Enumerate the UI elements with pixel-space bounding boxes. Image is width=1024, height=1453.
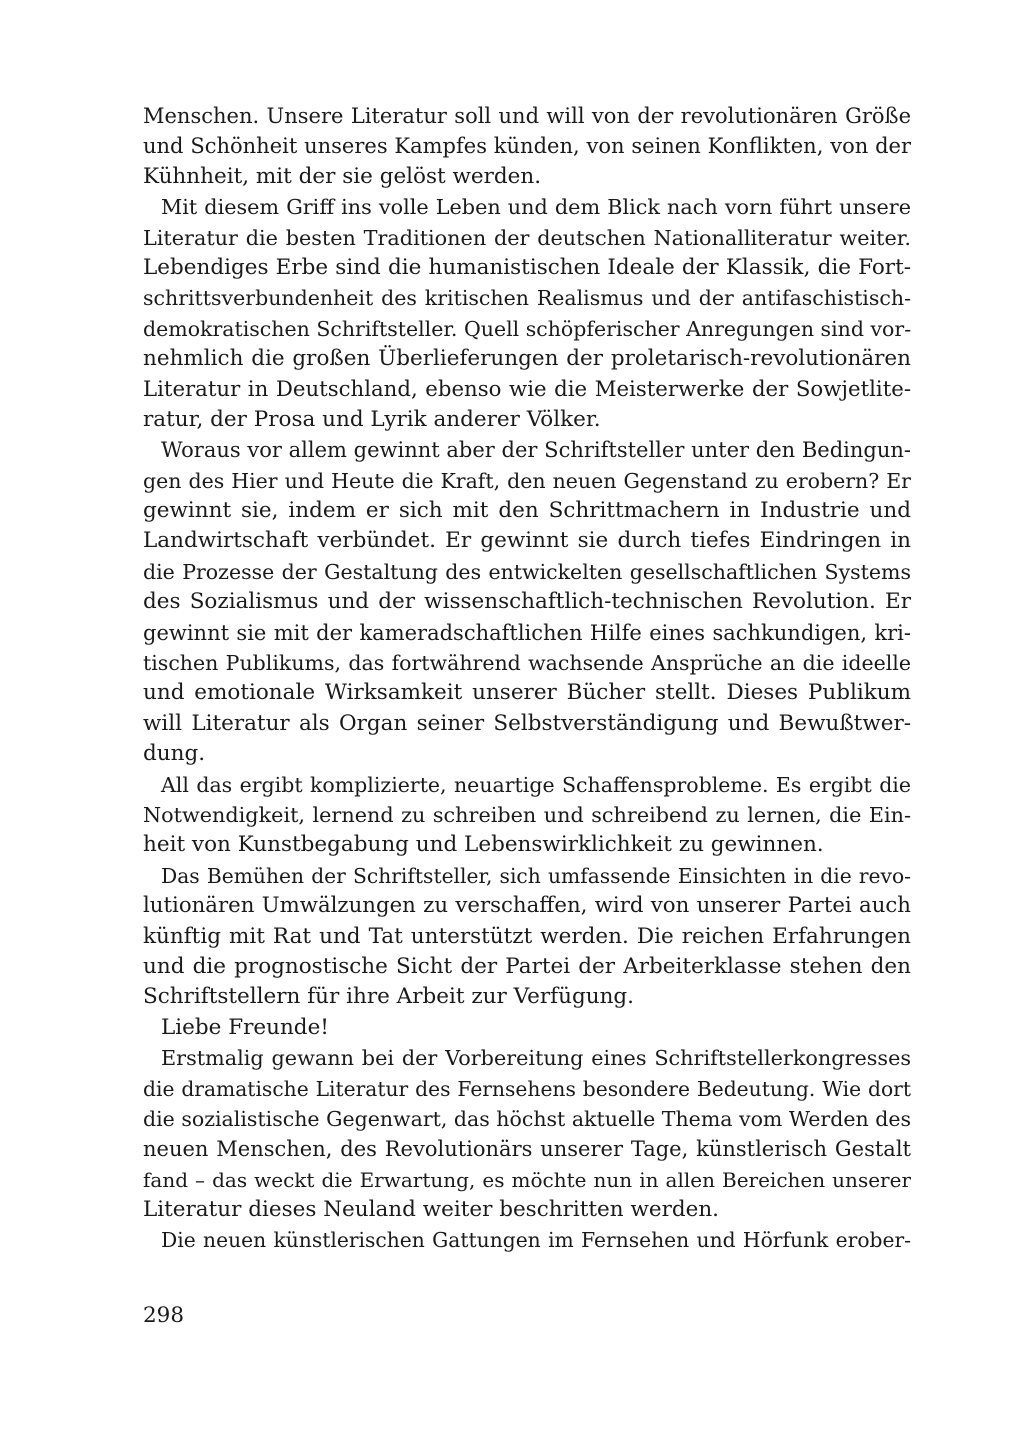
text-line: Das Bemühen der Schriftsteller, sich umfassende Einsichten in die revo-	[161, 863, 911, 888]
text-line: und emotionale Wirksamkeit unserer Bücher stellt. Dieses Publikum	[143, 680, 911, 706]
text-line: neuen Menschen, des Revolutionärs unserer Tage, künstlerisch Gestalt	[143, 1137, 911, 1162]
text-line: Literatur in Deutschland, ebenso wie die Meisterwerke der Sowjetlite-	[143, 376, 911, 402]
text-line: des Sozialismus und der wissenschaftlich-technischen Revolution. Er	[143, 589, 911, 615]
text-line: will Literatur als Organ seiner Selbstverständigung und Bewußtwer-	[143, 710, 911, 736]
text-line: fand – das weckt die Erwartung, es möchte nun in allen Bereichen unserer	[143, 1167, 911, 1192]
text-line: Die neuen künstlerischen Gattungen im Fernsehen und Hörfunk erober-	[161, 1228, 911, 1253]
text-line: Notwendigkeit, lernend zu schreiben und schreibend zu lernen, die Ein-	[143, 802, 911, 827]
text-line: gewinnt sie mit der kameradschaftlichen Hilfe eines sachkundigen, kri-	[143, 620, 911, 645]
page-number: 298	[143, 1303, 185, 1328]
text-line: Kühnheit, mit der sie gelöst werden.	[143, 163, 542, 189]
text-line: die sozialistische Gegenwart, das höchst aktuelle Thema vom Werden des	[143, 1106, 911, 1131]
text-line: demokratischen Schriftsteller. Quell schöpferischer Anregungen sind vor-	[143, 316, 911, 341]
text-line: die Prozesse der Gestaltung des entwickelten gesellschaftlichen Systems	[143, 559, 911, 584]
text-line: heit von Kunstbegabung und Lebenswirklichkeit zu gewinnen.	[143, 832, 824, 858]
text-line: Menschen. Unsere Literatur soll und will von der revolutionären Größe	[143, 104, 911, 128]
text-line: künftig mit Rat und Tat unterstützt werden. Die reichen Erfahrungen	[143, 923, 911, 949]
text-line: Liebe Freunde!	[161, 1014, 329, 1040]
text-line: und die prognostische Sicht der Partei der Arbeiterklasse stehen den	[143, 953, 911, 979]
text-line: dung.	[143, 741, 206, 767]
text-line: All das ergibt komplizierte, neuartige Schaffensprobleme. Es ergibt die	[161, 772, 911, 797]
text-line: gen des Hier und Heute die Kraft, den neuen Gegenstand zu erobern? Er	[143, 468, 911, 493]
text-line: die dramatische Literatur des Fernsehens besondere Bedeutung. Wie dort	[143, 1076, 911, 1101]
text-line: Landwirtschaft verbündet. Er gewinnt sie durch tiefes Eindringen in	[143, 528, 911, 554]
body-text	[143, 101, 911, 1256]
text-line: schrittsverbundenheit des kritischen Realismus und der antifaschistisch-	[143, 286, 911, 311]
text-line: Erstmalig gewann bei der Vorbereitung eines Schriftstellerkongresses	[161, 1046, 911, 1071]
text-line: und Schönheit unseres Kampfes künden, von seinen Konflikten, von der	[143, 134, 911, 159]
text-line: gewinnt sie, indem er sich mit den Schrittmachern in Industrie und	[143, 498, 911, 524]
text-line: Lebendiges Erbe sind die humanistischen Ideale der Klassik, die Fort-	[143, 254, 911, 280]
text-line: ratur, der Prosa und Lyrik anderer Völker.	[143, 406, 601, 432]
text-line: lutionären Umwälzungen zu verschaffen, wird von unserer Partei auch	[143, 893, 911, 919]
text-line: Woraus vor allem gewinnt aber der Schriftsteller unter den Bedingun-	[161, 438, 911, 463]
text-line: Mit diesem Griff ins volle Leben und dem Blick nach vorn führt unsere	[161, 195, 911, 220]
text-line: Literatur die besten Traditionen der deutschen Nationalliteratur weiter.	[143, 225, 911, 250]
text-line: tischen Publikums, das fortwährend wachsende Ansprüche an die ideelle	[143, 651, 911, 676]
text-line: Schriftstellern für ihre Arbeit zur Verfügung.	[143, 984, 635, 1010]
text-line: Literatur dieses Neuland weiter beschritten werden.	[143, 1197, 720, 1223]
text-line: nehmlich die großen Überlieferungen der proletarisch-revolutionären	[143, 346, 911, 372]
